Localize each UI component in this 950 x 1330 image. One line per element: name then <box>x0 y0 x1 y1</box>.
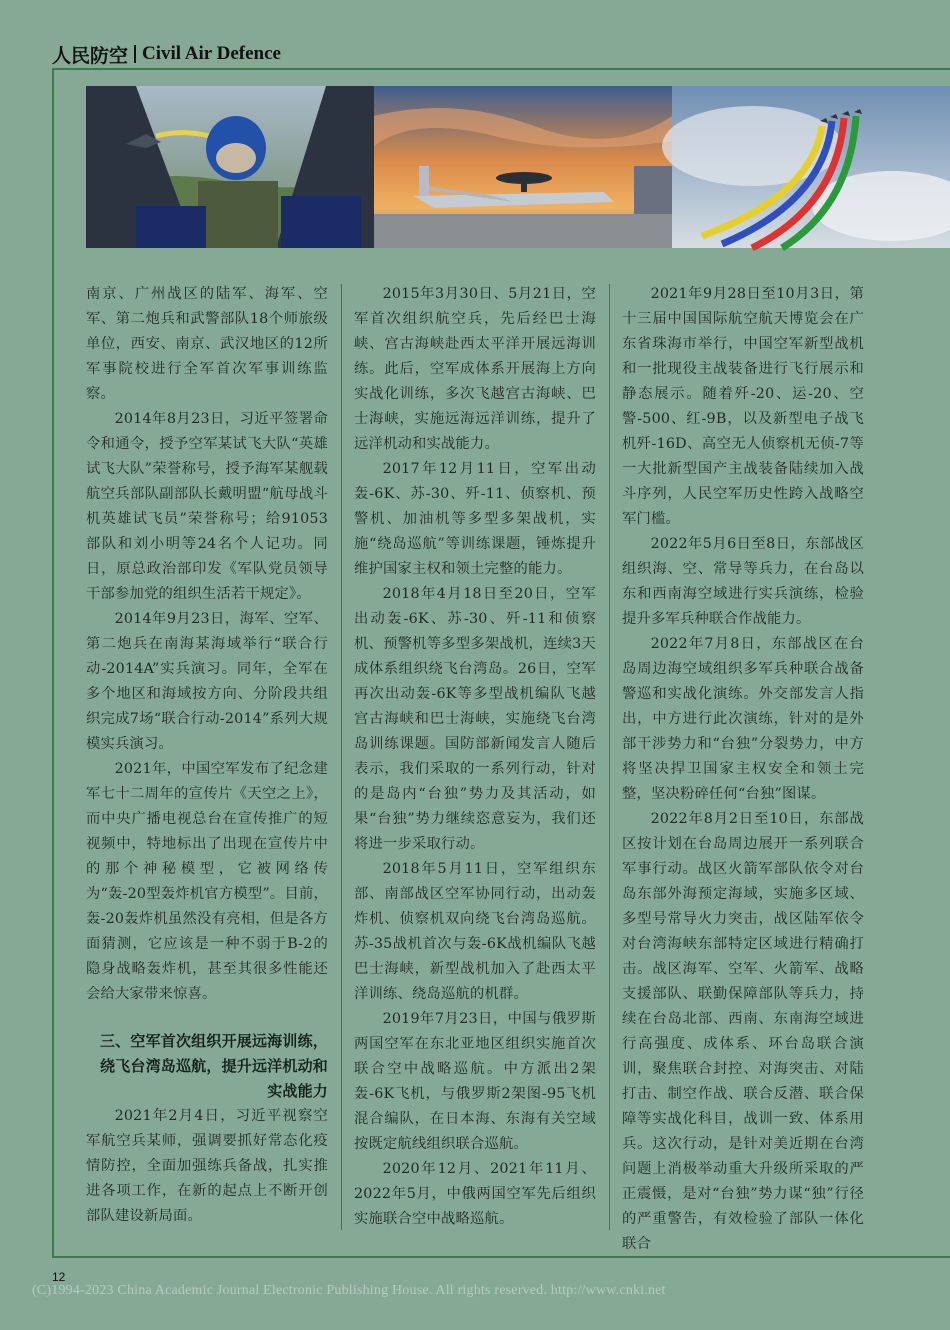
paragraph: 2022年7月8日，东部战区在台岛周边海空域组织多军兵种联合战备警巡和实战化演练。外交部发言人指出，中方进行此次演练，针对的是外部干涉势力和“台独”分裂势力，中方将坚决捍卫国家主权安全和领土完整，坚决粉碎任何“台独”图谋。 <box>622 636 864 802</box>
aerobatic-team-smoke-photo <box>672 86 950 248</box>
paragraph: 2018年4月18日至20日，空军出动轰-6K、苏-30、歼-11和侦察机、预警机等多型多架战机，连续3天成体系组织绕飞台湾岛。26日，空军再次出动轰-6K等多型战机编队飞越宫古海峡和巴士海峡，实施绕飞台湾岛训练课题。国防部新闻发言人随后表示，我们采取的一系列行动，针对的是岛内“台独”势力及其活动，如果“台独”势力继续恣意妄为，我们还将进一步采取行动。 <box>354 586 596 852</box>
paragraph: 2018年5月11日，空军组织东部、南部战区空军协同行动，出动轰炸机、侦察机双向绕飞台湾岛巡航。苏-35战机首次与轰-6K战机编队飞越巴士海峡，新型战机加入了赴西太平洋训练、绕岛巡航的机群。 <box>354 861 596 1002</box>
paragraph: 2019年7月23日，中国与俄罗斯两国空军在东北亚地区组织实施首次联合空中战略巡航。中方派出2架轰-6K飞机，与俄罗斯2架图-95飞机混合编队，在日本海、东海有关空域按既定航线组织联合巡航。 <box>354 1011 596 1152</box>
magazine-title-cn: 人民防空 <box>52 44 129 67</box>
text-column-2 <box>354 282 596 1232</box>
photo-strip <box>86 86 950 248</box>
paragraph: 2014年8月23日，习近平签署命令和通令，授予空军某试飞大队“英雄试飞大队”荣誉称号，授予海军某舰载航空兵部队副部队长戴明盟“航母战斗机英雄试飞员”荣誉称号；给91053部队和刘小明等24名个人记功。同日，原总政治部印发《军队党员领导干部参加党的组织生活若干规定》。 <box>86 411 328 602</box>
paragraph: 2014年9月23日，海军、空军、第二炮兵在南海某海域举行“联合行动-2014A”实兵演习。同年，全军在多个地区和海域按方向、分阶段共组织完成7场“联合行动-2014”系列大规模实兵演习。 <box>86 611 328 752</box>
paragraph: 南京、广州战区的陆军、海军、空军、第二炮兵和武警部队18个师旅级单位，西安、南京、武汉地区的12所军事院校进行全军首次军事训练监察。 <box>86 286 328 402</box>
text-column-3 <box>622 282 864 1252</box>
text-column-1 <box>86 282 328 1232</box>
paragraph: 2021年，中国空军发布了纪念建军七十二周年的宣传片《天空之上》，而中央广播电视总台在宣传推广的短视频中，特地标出了出现在宣传片中的那个神秘模型，它被网络传为“轰-20型轰炸机官方模型”。目前，轰-20轰炸机虽然没有亮相，但是各方面猜测，它应该是一种不弱于B-2的隐身战略轰炸机，甚至其很多性能还会给大家带来惊喜。 <box>86 761 328 1002</box>
awacs-aircraft-sunset-photo <box>374 86 672 248</box>
paragraph: 2020年12月、2021年11月、2022年5月，中俄两国空军先后组织实施联合空中战略巡航。 <box>354 1161 596 1227</box>
pilot-cockpit-photo <box>86 86 374 248</box>
header-separator <box>134 45 136 63</box>
paragraph: 2022年5月6日至8日，东部战区组织海、空、常导等兵力，在台岛以东和西南海空域进行实兵演练，检验提升多军兵种联合作战能力。 <box>622 536 864 627</box>
paragraph: 2021年2月4日，习近平视察空军航空兵某师，强调要抓好常态化疫情防控，全面加强练兵备战，扎实推进各项工作，在新的起点上不断开创部队建设新局面。 <box>86 1108 328 1224</box>
column-divider <box>609 284 610 1230</box>
paragraph: 2021年9月28日至10月3日，第十三届中国国际航空航天博览会在广东省珠海市举行，中国空军新型战机和一批现役主战装备进行飞行展示和静态展示。随着歼-20、运-20、空警-500、红-9B，以及新型电子战飞机歼-16D、高空无人侦察机无侦-7等一大批新型国产主战装备陆续加入战斗序列，人民空军历史性跨入战略空军门槛。 <box>622 286 864 527</box>
magazine-header <box>52 40 281 68</box>
copyright-watermark: (C)1994-2023 China Academic Journal Electronic Publishing House. All rights reserved. http://www.cnki.net <box>32 1283 666 1298</box>
magazine-title-en: Civil Air Defence <box>142 43 281 64</box>
paragraph: 2017年12月11日，空军出动轰-6K、苏-30、歼-11、侦察机、预警机、加油机等多型多架战机，实施“绕岛巡航”等训练课题，锤炼提升维护国家主权和领土完整的能力。 <box>354 461 596 577</box>
column-divider <box>341 284 342 1230</box>
paragraph: 2022年8月2日至10日，东部战区按计划在台岛周边展开一系列联合军事行动。战区火箭军部队依令对台岛东部外海预定海域，实施多区域、多型号常导火力突击，战区陆军依令对台湾海峡东部特定区域进行精确打击。战区海军、空军、火箭军、战略支援部队、联勤保障部队等兵力，持续在台岛北部、西南、东南海空域进行高强度、成体系、环台岛联合演训，聚焦联合封控、对海突击、对陆打击、制空作战、联合反潜、联合保障等实战化科目，战训一致、体系用兵。这次行动，是针对美近期在台湾问题上消极举动重大升级所采取的严正震慑，是对“台独”势力谋“独”行径的严重警告，有效检验了部队一体化联合 <box>622 811 864 1252</box>
section-heading: 三、空军首次组织开展远海训练，绕飞台湾岛巡航，提升远洋机动和实战能力 <box>99 1032 328 1100</box>
paragraph: 2015年3月30日、5月21日，空军首次组织航空兵，先后经巴士海峡、宫古海峡赴西太平洋开展远海训练。此后，空军成体系开展海上方向实战化训练，多次飞越宫古海峡、巴士海峡，实施远海远洋训练，提升了远洋机动和实战能力。 <box>354 286 596 452</box>
page-number: 12 <box>52 1270 66 1284</box>
